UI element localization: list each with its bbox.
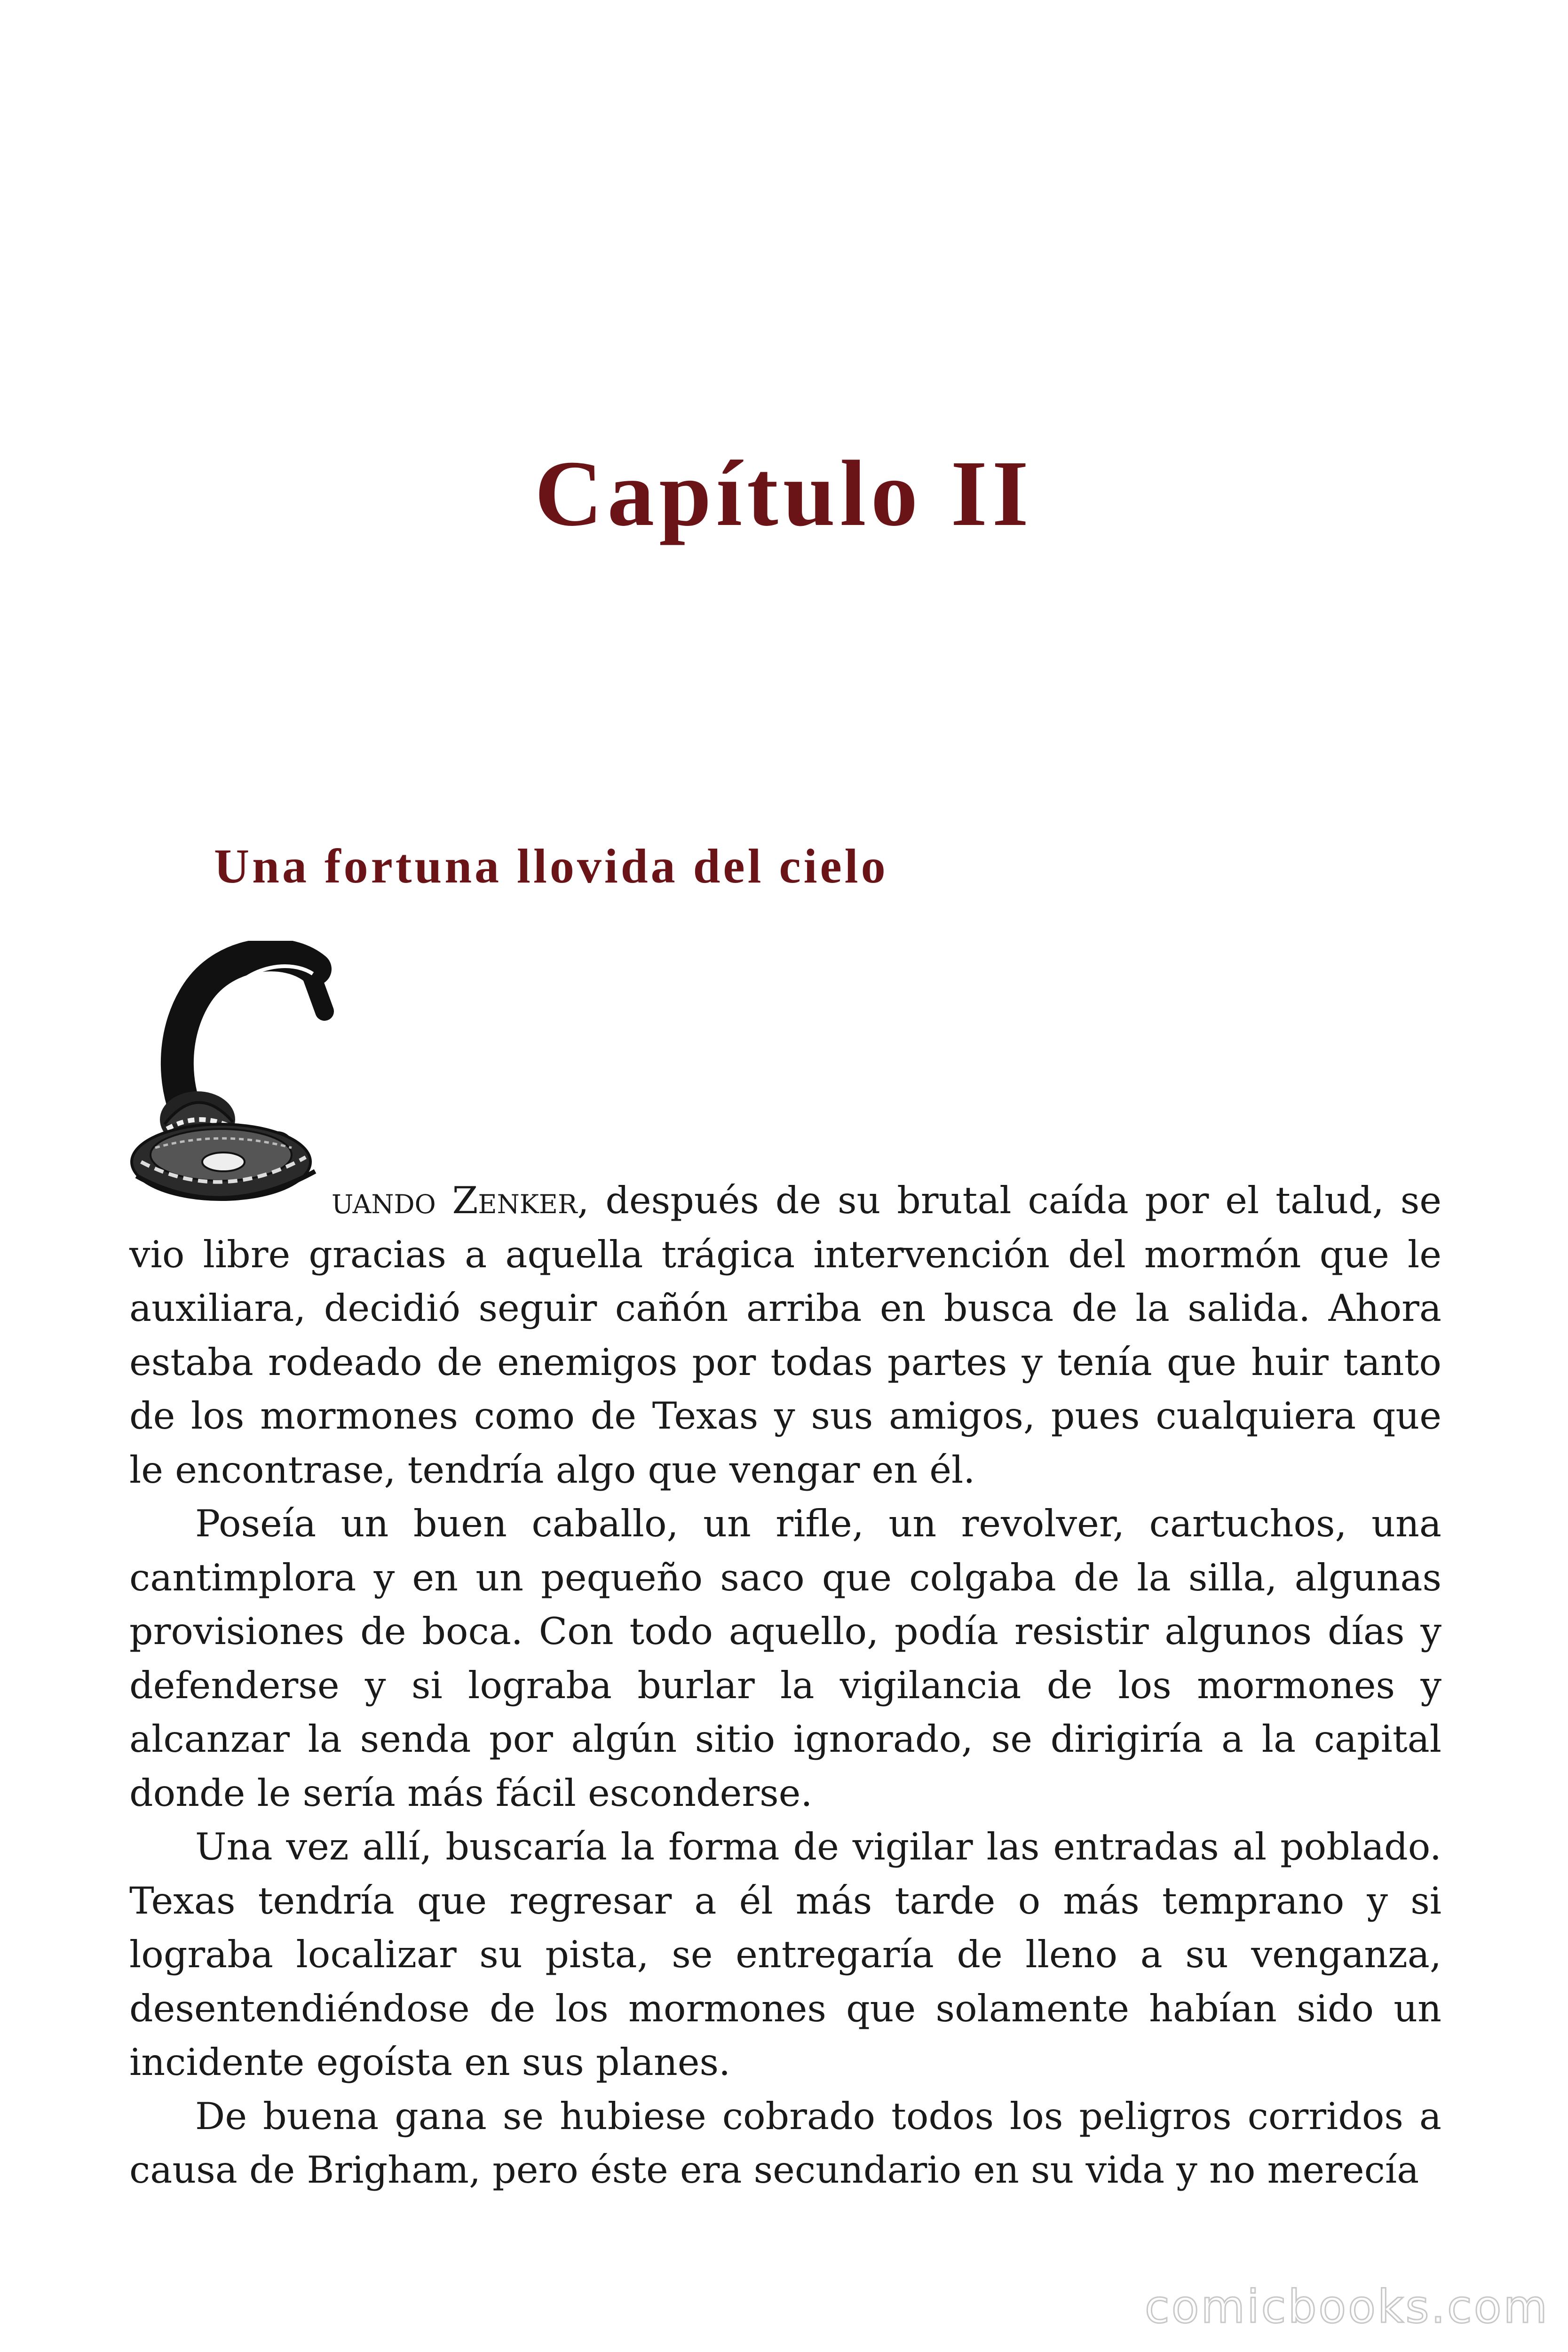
- opening-words: uando Zenker: [332, 1179, 578, 1222]
- paragraph-3: Una vez allí, buscaría la forma de vigilar las entradas al poblado. Texas tendría que regresar a él más tarde o más temprano y si lograba localizar su pista, se entregaría de lleno a su venganza, desentendiéndose de los mormones que solamente habían sido un incidente egoísta en sus planes.: [129, 1825, 1441, 2084]
- paragraph-1-text: , después de su brutal caída por el talud, se vio libre gracias a aquella trágica intervención del mormón que le auxiliara, decidió seguir cañón arriba en busca de la salida. Ahora estaba rodeado de enemigos por todas partes y tenía que huir tanto de los mormones como de Texas y sus amigos, pues cualquiera que le encontrase, tendría algo que vengar en él.: [129, 1179, 1441, 1492]
- section-title: Una fortuna llovida del cielo: [214, 839, 888, 893]
- chapter-title: Capítulo II: [534, 442, 1034, 546]
- paragraph-1: [129, 1174, 1441, 1497]
- chapter-body: [129, 1174, 1441, 2197]
- paragraph-4: De buena gana se hubiese cobrado todos los peligros corridos a causa de Brigham, pero éste era secundario en su vida y no merecía: [129, 2094, 1441, 2192]
- watermark: comicbooks.com: [1144, 2280, 1549, 2333]
- paragraph-2: Poseía un buen caballo, un rifle, un revolver, cartuchos, una cantimplora y en un pequeño saco que colgaba de la silla, algunas provisiones de boca. Con todo aquello, podía resistir algunos días y defenderse y si lograba burlar la vigilancia de los mormones y alcanzar la senda por algún sitio ignorado, se dirigiría a la capital donde le sería más fácil esconderse.: [129, 1502, 1441, 1815]
